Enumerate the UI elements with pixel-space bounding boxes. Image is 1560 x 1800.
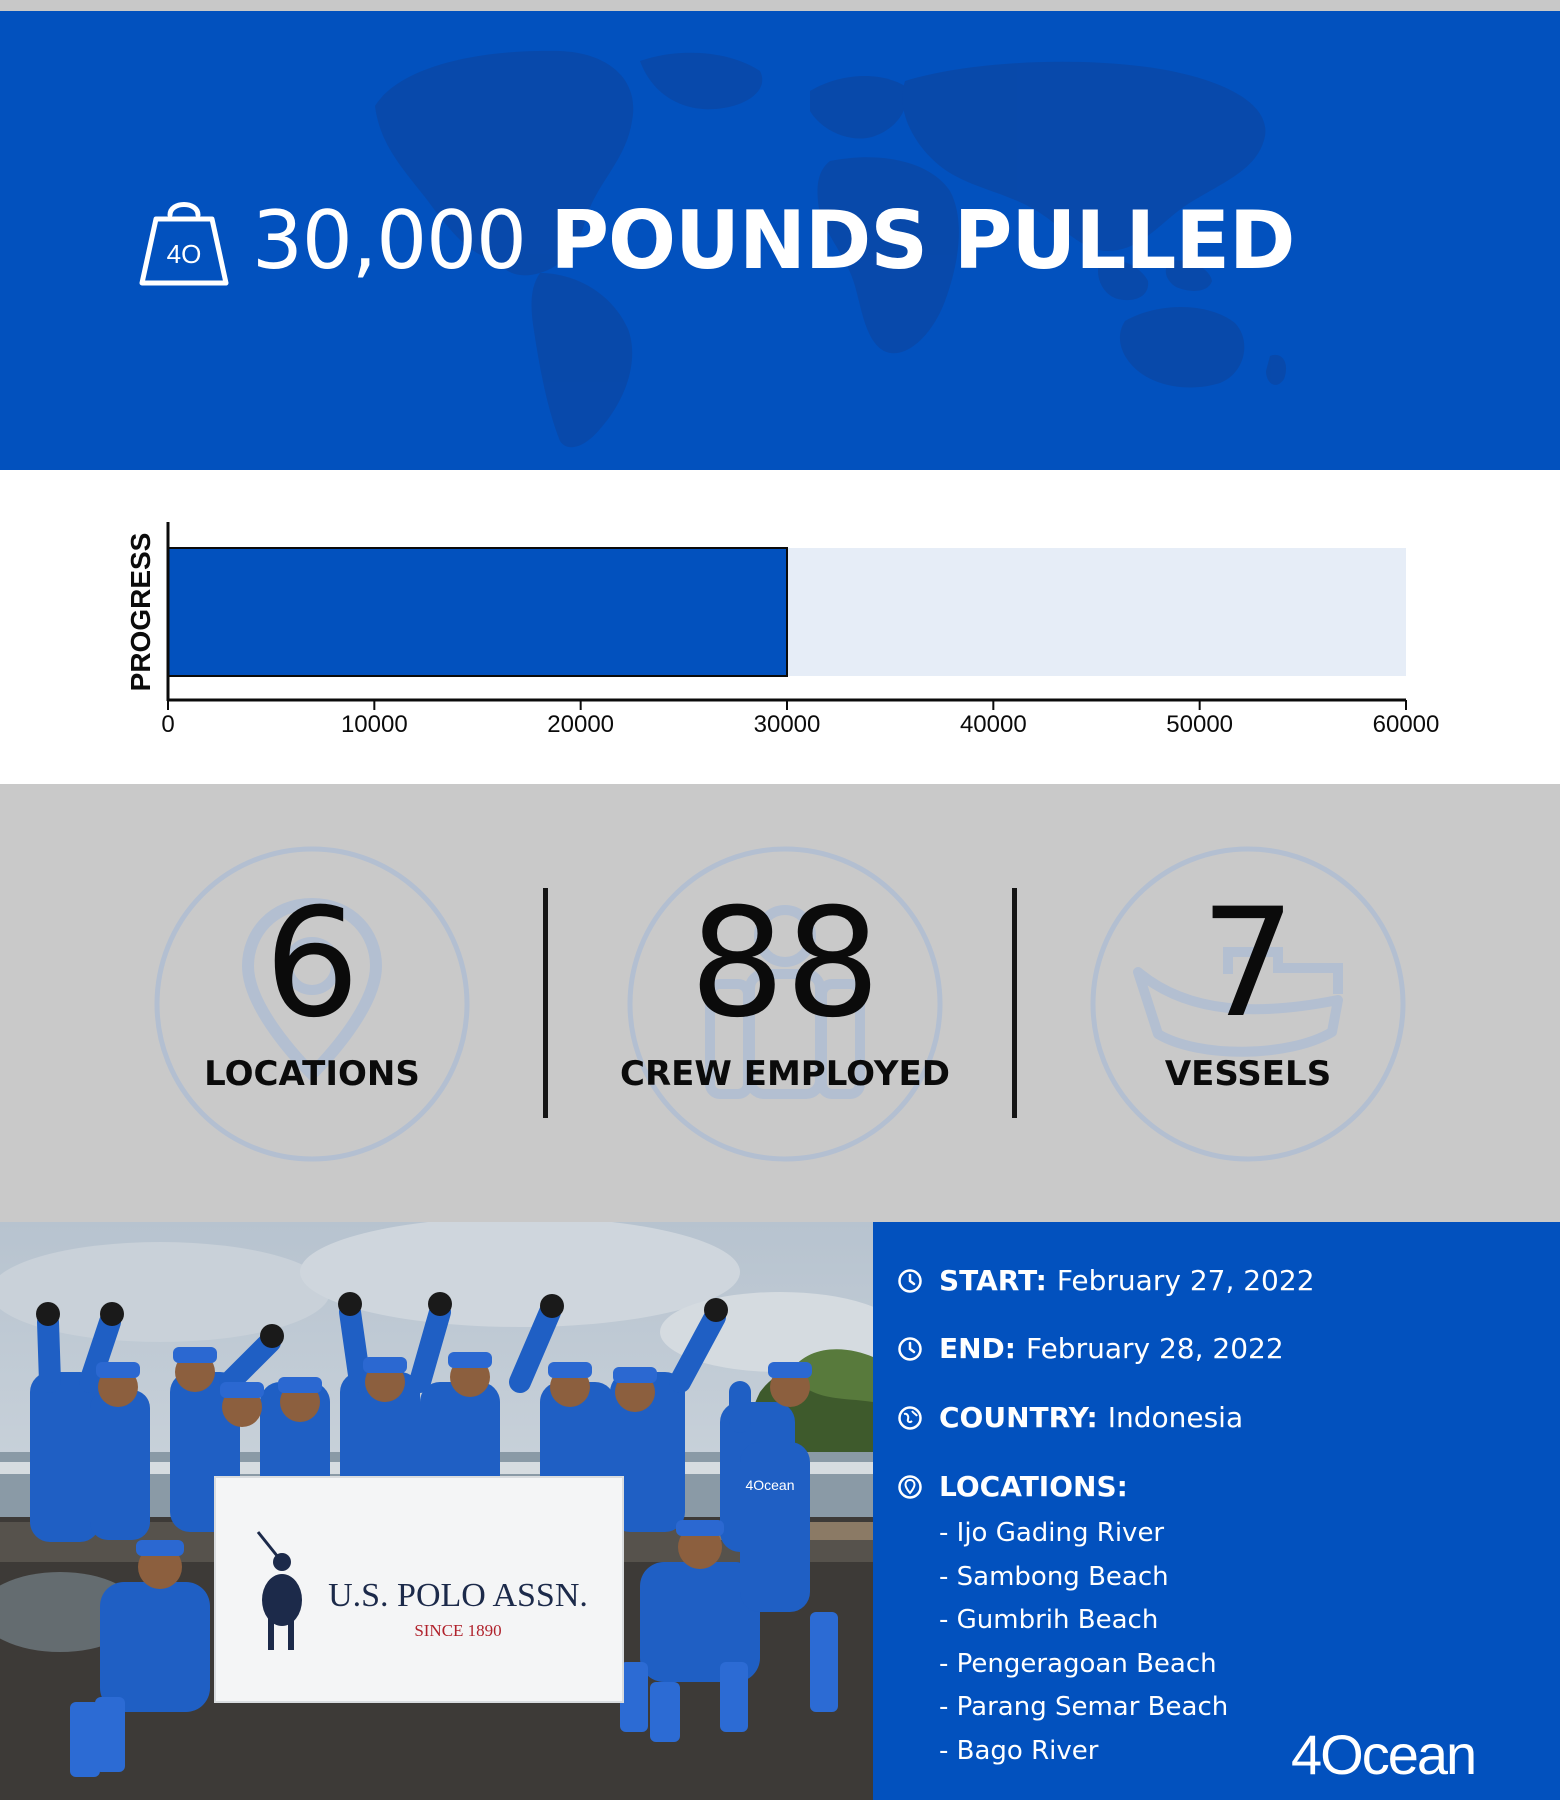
progress-chart-section bbox=[0, 470, 1560, 784]
detail-country-value: Indonesia bbox=[1107, 1401, 1244, 1434]
stat-crew bbox=[620, 844, 950, 1164]
globe-icon bbox=[897, 1405, 923, 1431]
hero-headline bbox=[138, 193, 1294, 289]
detail-country-key: COUNTRY: bbox=[939, 1401, 1098, 1434]
cleanup-details-panel bbox=[873, 1222, 1560, 1800]
detail-locations bbox=[897, 1470, 1138, 1503]
detail-country bbox=[897, 1401, 1243, 1434]
detail-end-value: February 28, 2022 bbox=[1026, 1332, 1284, 1365]
list-item: - Pengeragoan Beach bbox=[939, 1648, 1217, 1679]
locations-list bbox=[939, 1512, 1228, 1773]
stat-divider bbox=[1012, 888, 1017, 1118]
list-item: - Bago River bbox=[939, 1735, 1099, 1766]
detail-locations-key: LOCATIONS: bbox=[939, 1470, 1128, 1503]
brand-logo-text: 4Ocean bbox=[1291, 1723, 1476, 1784]
detail-start bbox=[897, 1264, 1315, 1297]
progress-bar bbox=[168, 548, 787, 676]
hero-title bbox=[252, 194, 1295, 287]
x-tick-label: 20000 bbox=[547, 711, 615, 738]
crew-photo-illustration bbox=[0, 1222, 873, 1800]
list-item: - Sambong Beach bbox=[939, 1561, 1169, 1592]
list-item: - Ijo Gading River bbox=[939, 1518, 1165, 1548]
list-item: - Parang Semar Beach bbox=[939, 1692, 1229, 1722]
clock-icon bbox=[897, 1336, 923, 1362]
stat-locations-label: LOCATIONS bbox=[204, 1054, 420, 1094]
detail-end bbox=[897, 1332, 1284, 1365]
banner-brand: U.S. POLO ASSN. bbox=[328, 1577, 588, 1614]
hero-banner bbox=[0, 11, 1560, 470]
banner-since: SINCE 1890 bbox=[414, 1621, 502, 1640]
stat-vessels bbox=[1088, 844, 1408, 1164]
weight-bag-icon bbox=[138, 193, 230, 289]
stat-crew-label: CREW EMPLOYED bbox=[620, 1054, 950, 1094]
x-tick-label: 60000 bbox=[1372, 711, 1440, 738]
stats-section bbox=[0, 784, 1560, 1222]
top-border bbox=[0, 0, 1560, 11]
x-tick-label: 0 bbox=[161, 711, 175, 738]
x-tick-label: 50000 bbox=[1166, 711, 1234, 738]
shirt-logo: 4Ocean bbox=[745, 1477, 795, 1493]
stat-locations-value: 6 bbox=[264, 877, 360, 1051]
clock-icon bbox=[897, 1268, 923, 1294]
detail-start-key: START: bbox=[939, 1264, 1047, 1297]
detail-start-value: February 27, 2022 bbox=[1056, 1264, 1315, 1297]
crew-photo bbox=[0, 1222, 873, 1800]
detail-end-key: END: bbox=[939, 1332, 1016, 1365]
weight-bag-text: 4O bbox=[166, 239, 202, 269]
y-axis-label: PROGRESS bbox=[125, 532, 156, 692]
stat-vessels-value: 7 bbox=[1200, 877, 1296, 1051]
stat-crew-value: 88 bbox=[689, 877, 881, 1051]
pounds-number: 30,000 bbox=[252, 194, 526, 287]
list-item: - Gumbrih Beach bbox=[939, 1605, 1159, 1635]
stat-divider bbox=[543, 888, 548, 1118]
x-axis-ticks bbox=[161, 700, 1439, 738]
map-pin-icon bbox=[897, 1474, 923, 1500]
x-tick-label: 10000 bbox=[340, 711, 408, 738]
pounds-label: POUNDS PULLED bbox=[550, 194, 1295, 287]
stat-locations bbox=[152, 844, 472, 1164]
progress-chart bbox=[0, 470, 1560, 784]
x-tick-label: 30000 bbox=[753, 711, 821, 738]
stat-vessels-label: VESSELS bbox=[1164, 1054, 1332, 1094]
x-tick-label: 40000 bbox=[959, 711, 1027, 738]
4ocean-logo bbox=[1291, 1722, 1541, 1784]
